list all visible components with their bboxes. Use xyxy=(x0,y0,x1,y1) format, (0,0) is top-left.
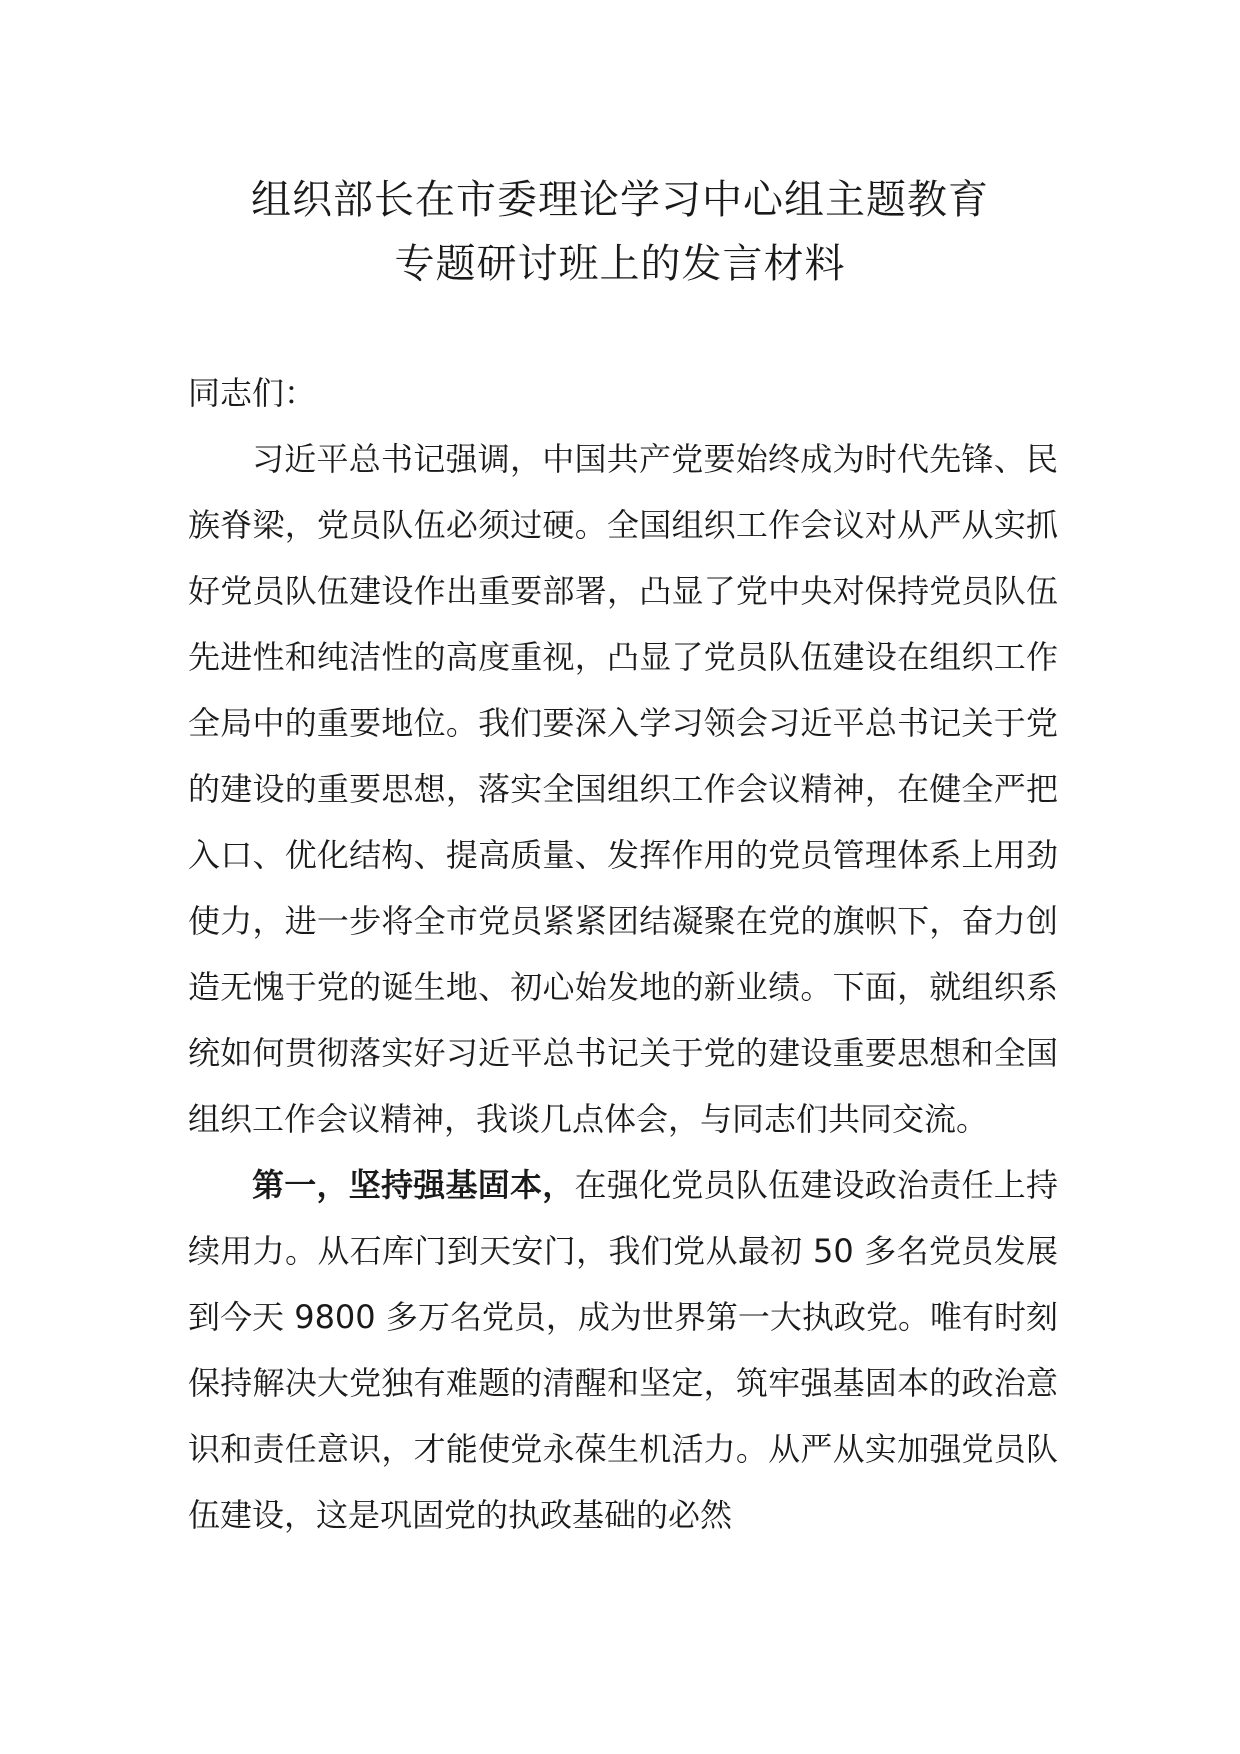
document-body xyxy=(188,360,1058,1548)
paragraph-intro xyxy=(188,426,1058,1152)
document-title xyxy=(150,168,1090,296)
paragraph-text: 习近平总书记强调，中国共产党要始终成为时代先锋、民族脊梁，党员队伍必须过硬。全国组织工作会议对从严从实抓好党员队伍建设作出重要部署，凸显了党中央对保持党员队伍先进性和纯洁性的高度重视，凸显了党员队伍建设在组织工作全局中的重要地位。我们要深入学习领会习近平总书记关于党的建设的重要思想，落实全国组织工作会议精神，在健全严把入口、优化结构、提高质量、发挥作用的党员管理体系上用劲使力，进一步将全市党员紧紧团结凝聚在党的旗帜下，奋力创造无愧于党的诞生地、初心始发地的新业绩。下面，就组织系统如何贯彻落实好习近平总书记关于党的建设重要思想和全国组织工作会议精神，我谈几点体会，与同志们共同交流。 xyxy=(188,440,1058,1138)
paragraph-text: 在强化党员队伍建设政治责任上持续用力。从石库门到天安门，我们党从最初 50 多名党员发展到今天 9800 多万名党员，成为世界第一大执政党。唯有时刻保持解决大党独有难题的清醒和坚定，筑牢强基固本的政治意识和责任意识，才能使党永葆生机活力。从严从实加强党员队伍建设，这是巩固党的执政基础的必然 xyxy=(188,1166,1058,1534)
title-line-2: 专题研讨班上的发言材料 xyxy=(394,241,846,287)
title-line-1: 组织部长在市委理论学习中心组主题教育 xyxy=(251,177,989,223)
salutation: 同志们： xyxy=(188,374,317,412)
paragraph-first-point xyxy=(188,1152,1058,1548)
paragraph-lead: 第一，坚持强基固本， xyxy=(252,1166,575,1204)
